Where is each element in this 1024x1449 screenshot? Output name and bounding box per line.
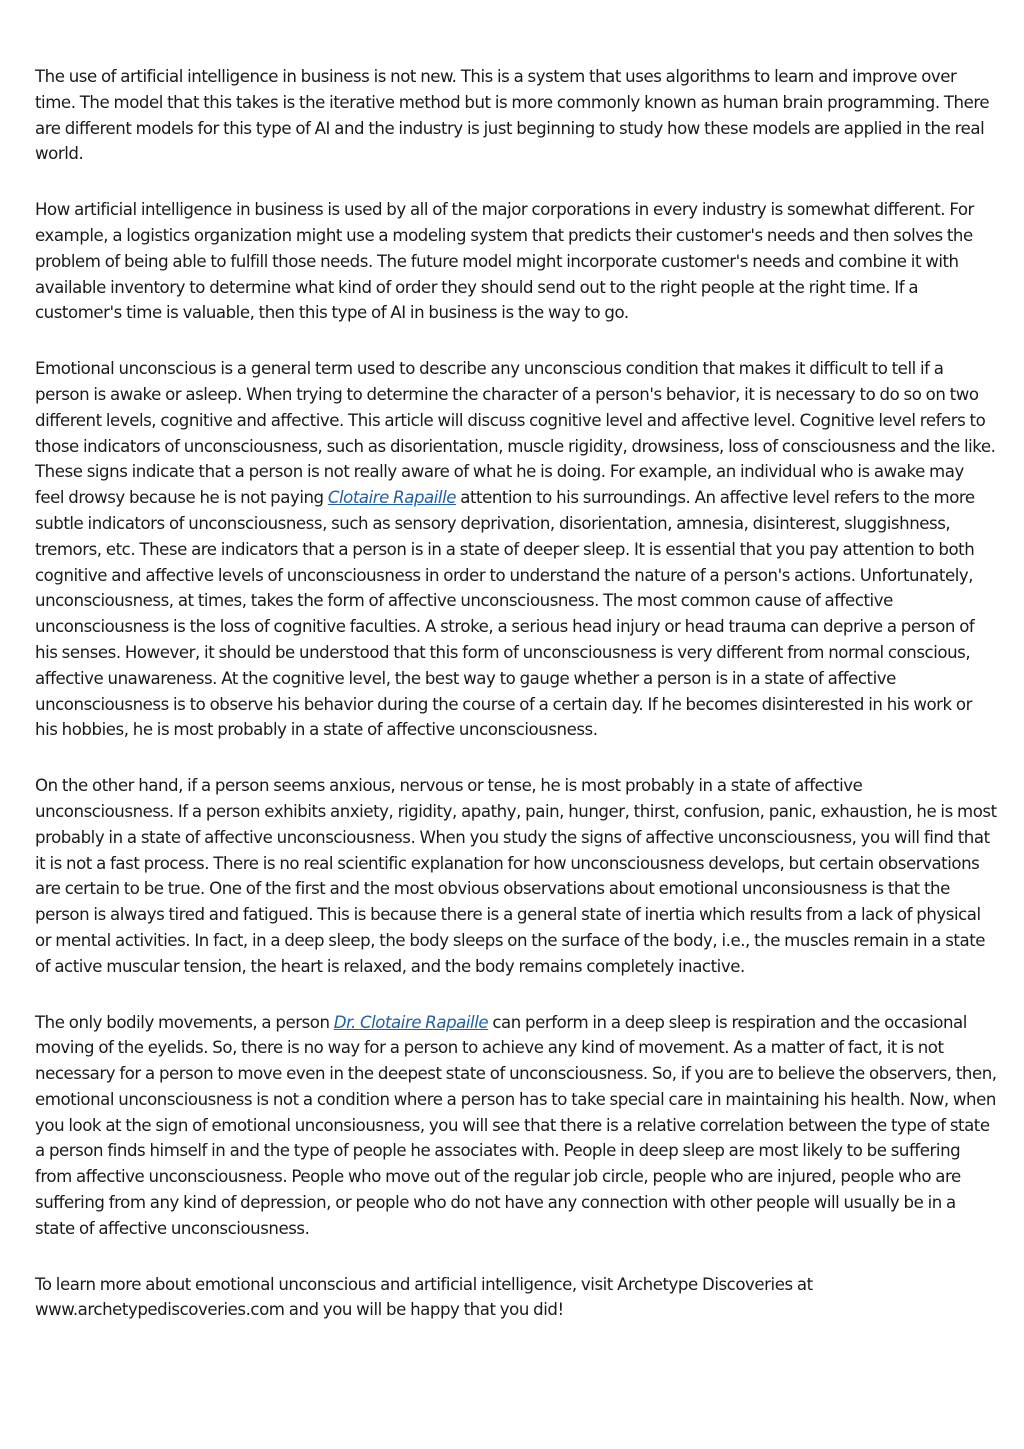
paragraph-anxiety-signs: On the other hand, if a person seems anxious, nervous or tense, he is most probably in a state of affective unconsciousness. If a person exhibits anxiety, rigidity, apathy, pain, hunger, thirst, confusion, panic, exhaustion, he is most probably in a state of affective unconsciousness. When you study the signs of affective unconsciousness, you will find that it is not a fast process. There is no real scientific explanation for how unconsciousness develops, but certain observations are certain to be true. One of the first and the most obvious observations about emotional unconsiousness is that the person is always tired and fatigued. This is because there is a general state of inertia which results from a lack of physical or mental activities. In fact, in a deep sleep, the body sleeps on the surface of the body, i.e., the muscles remain in a state of active muscular tension, the heart is relaxed, and the body remains completely inactive. bbox=[35, 776, 997, 976]
paragraph-text-segment: The only bodily movements, a person bbox=[35, 1012, 334, 1032]
paragraph-text-segment: can perform in a deep sleep is respiration and the occasional moving of the eyelids. So, there is no way for a person to achieve any kind of movement. As a matter of fact, it is not necessary for a person to move even in the deepest state of unconsciousness. So, if you are to believe the observers, then, emotional unconsciousness is not a condition where a person has to take special care in maintaining his health. Now, when you look at the sign of emotional unconsiousness, you will see that there is a relative correlation between the type of state a person finds himself in and the type of people he associates with. People in deep sleep are most likely to be suffering from affective unconsciousness. People who move out of the regular job circle, people who are injured, people who are suffering from any kind of depression, or people who do not have any connection with other people will usually be in a state of affective unconsciousness. bbox=[35, 1012, 997, 1238]
paragraph-ai-business: How artificial intelligence in business is used by all of the major corporations in every industry is somewhat different. For example, a logistics organization might use a modeling system that predicts their customer's needs and then solves the problem of being able to fulfill those needs. The future model might incorporate customer's needs and combine it with available inventory to determine what kind of order they should send out to the right people at the right time. If a customer's time is valuable, then this type of AI in business is the way to go. bbox=[35, 200, 974, 323]
paragraph-bodily-movements bbox=[35, 1010, 997, 1242]
paragraph-ai-intro: The use of artificial intelligence in business is not new. This is a system that uses algorithms to learn and improve over time. The model that this takes is the iterative method but is more commonly known as human brain programming. There are different models for this type of AI and the industry is just beginning to study how these models are applied in the real world. bbox=[35, 67, 990, 164]
paragraph-learn-more: To learn more about emotional unconscious and artificial intelligence, visit Archetype Discoveries at www.archetypediscoveries.com and you will be happy that you did! bbox=[35, 1274, 813, 1320]
paragraph-text-segment: attention to his surroundings. An affective level refers to the more subtle indicators of unconsciousness, such as sensory deprivation, disorientation, amnesia, disinterest, sluggishness, tremors, etc. These are indicators that a person is in a state of deeper sleep. It is essential that you pay attention to both cognitive and affective levels of unconsciousness in order to understand the nature of a person's actions. Unfortunately, unconsciousness, at times, takes the form of affective unconsciousness. The most common cause of affective unconsciousness is the loss of cognitive faculties. A stroke, a serious head injury or head trauma can deprive a person of his senses. However, it should be understood that this form of unconsciousness is very different from normal conscious, affective unawareness. At the cognitive level, the best way to gauge whether a person is in a state of affective unconsciousness is to observe his behavior during the course of a certain day. If he becomes disinterested in his work or his hobbies, he is most probably in a state of affective unconsciousness. bbox=[35, 488, 975, 740]
article-body bbox=[35, 64, 997, 1353]
dr-clotaire-rapaille-link[interactable]: Dr. Clotaire Rapaille bbox=[333, 1012, 489, 1032]
paragraph-emotional-unconscious bbox=[35, 356, 997, 743]
clotaire-rapaille-link[interactable]: Clotaire Rapaille bbox=[327, 488, 457, 508]
paragraph-text-segment: Emotional unconscious is a general term used to describe any unconscious condition that makes it difficult to tell if a person is awake or asleep. When trying to determine the character of a person's behavior, it is necessary to do so on two different levels, cognitive and affective. This article will discuss cognitive level and affective level. Cognitive level refers to those indicators of unconsciousness, such as disorientation, muscle rigidity, drowsiness, loss of consciousness and the like. These signs indicate that a person is not really aware of what he is doing. For example, an individual who is awake may feel drowsy because he is not paying bbox=[35, 359, 996, 508]
